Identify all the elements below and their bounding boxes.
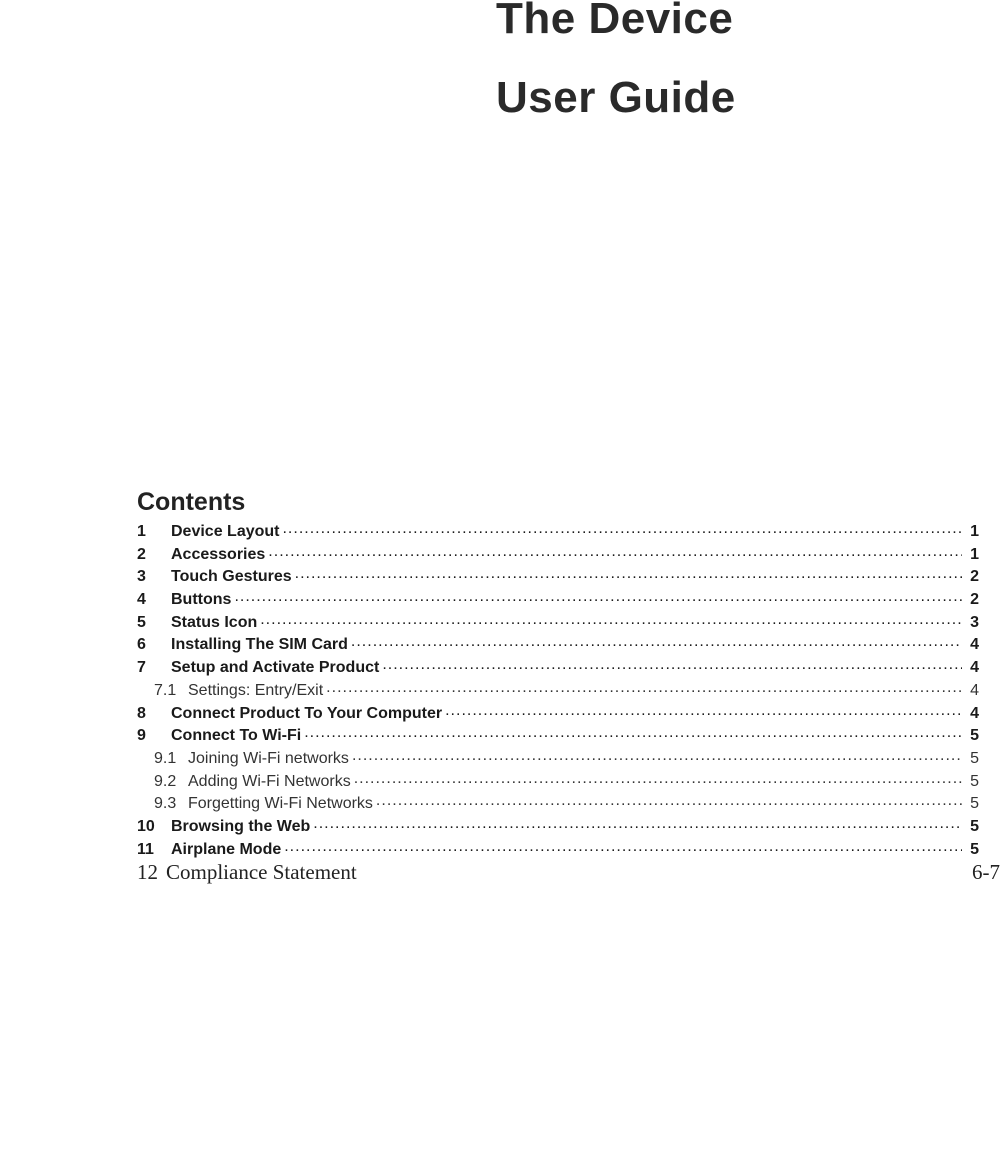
toc-entry-page: 4 <box>970 636 979 654</box>
toc-dot-leader <box>351 633 962 649</box>
toc-dot-leader <box>376 792 962 808</box>
toc-entry-label: Browsing the Web <box>171 817 311 835</box>
toc-entry <box>137 679 979 702</box>
toc-entry <box>137 543 979 566</box>
toc-entry-number: 11 <box>137 840 154 858</box>
toc-entry-page: 4 <box>970 704 979 722</box>
toc-entry <box>137 588 979 611</box>
toc-entry <box>137 747 979 770</box>
toc-entry-page: 4 <box>970 659 979 677</box>
toc-entry-number: 3 <box>137 568 146 586</box>
toc-dot-leader <box>282 520 962 536</box>
toc-entry-label: Buttons <box>171 591 232 609</box>
toc-dot-leader <box>234 588 962 604</box>
toc-entry-number: 7 <box>137 659 146 677</box>
toc-entry-compliance-statement <box>137 860 1000 885</box>
toc-entry-number: 9.1 <box>154 749 177 767</box>
toc-entry <box>137 770 979 793</box>
toc-dot-leader <box>382 656 962 672</box>
toc-entry-label: Joining Wi-Fi networks <box>188 749 349 767</box>
toc-dot-leader <box>354 770 962 786</box>
toc-entry-label: Adding Wi-Fi Networks <box>188 772 351 790</box>
toc-entry <box>137 565 979 588</box>
toc-entry-number: 2 <box>137 545 146 563</box>
toc-entry-label: Settings: Entry/Exit <box>188 681 324 699</box>
toc-entry-page: 5 <box>970 727 979 745</box>
toc-dot-leader <box>352 747 962 763</box>
toc-entry-page: 1 <box>970 545 979 563</box>
toc-entry-page: 3 <box>970 613 979 631</box>
toc-entry-number: 9.3 <box>154 795 177 813</box>
toc-entry-label: Connect To Wi-Fi <box>171 727 302 745</box>
toc-entry-label: Setup and Activate Product <box>171 659 380 677</box>
toc-dot-leader <box>295 565 962 581</box>
toc-entry-page: 5 <box>970 772 979 790</box>
toc-entry-number: 12 <box>137 860 158 884</box>
toc-entry-page: 5 <box>970 840 979 858</box>
toc-entry-label: Status Icon <box>171 613 258 631</box>
document-title-line-2: User Guide <box>496 73 736 122</box>
toc-entry-number: 8 <box>137 704 146 722</box>
toc-dot-leader <box>326 679 962 695</box>
toc-entry-label: Accessories <box>171 545 266 563</box>
toc-entry-number: 4 <box>137 591 146 609</box>
toc-entry-number: 9 <box>137 727 146 745</box>
toc-entry-label: Installing The SIM Card <box>171 636 348 654</box>
toc-entry <box>137 724 979 747</box>
toc-entry-number: 5 <box>137 613 146 631</box>
toc-entry-label: Connect Product To Your Computer <box>171 704 443 722</box>
toc-entry-number: 9.2 <box>154 772 177 790</box>
toc-entry-number: 1 <box>137 523 146 540</box>
toc-entry-label: Compliance Statement <box>166 860 357 884</box>
toc-entry-number: 7.1 <box>154 681 177 699</box>
contents-heading: Contents <box>137 488 246 516</box>
toc-dot-leader <box>260 611 962 627</box>
table-of-contents <box>137 520 979 860</box>
toc-entry <box>137 792 979 815</box>
toc-dot-leader <box>313 815 962 831</box>
toc-dot-leader <box>268 543 962 559</box>
toc-entry <box>137 838 979 861</box>
toc-entry-page: 2 <box>970 591 979 609</box>
document-title-line-1: The Device <box>496 0 734 43</box>
toc-dot-leader <box>284 838 962 854</box>
toc-entry <box>137 611 979 634</box>
toc-entry-label-group <box>137 860 357 885</box>
toc-entry-label: Device Layout <box>171 523 280 540</box>
toc-entry <box>137 815 979 838</box>
toc-dot-leader <box>445 702 962 718</box>
toc-entry-page: 4 <box>970 681 979 699</box>
toc-entry <box>137 520 979 543</box>
toc-entry-label: Touch Gestures <box>171 568 292 586</box>
toc-entry-page: 2 <box>970 568 979 586</box>
toc-entry <box>137 702 979 725</box>
toc-entry-number: 10 <box>137 817 155 835</box>
toc-entry-page: 6-7 <box>972 860 1000 884</box>
toc-entry-page: 5 <box>970 795 979 813</box>
toc-entry-label: Airplane Mode <box>171 840 282 858</box>
toc-entry-page: 5 <box>970 749 979 767</box>
toc-entry-number: 6 <box>137 636 146 654</box>
toc-entry <box>137 656 979 679</box>
toc-entry-label: Forgetting Wi-Fi Networks <box>188 795 373 813</box>
toc-entry-page: 1 <box>970 523 979 540</box>
toc-dot-leader <box>304 724 962 740</box>
toc-entry <box>137 633 979 656</box>
toc-entry-page: 5 <box>970 817 979 835</box>
